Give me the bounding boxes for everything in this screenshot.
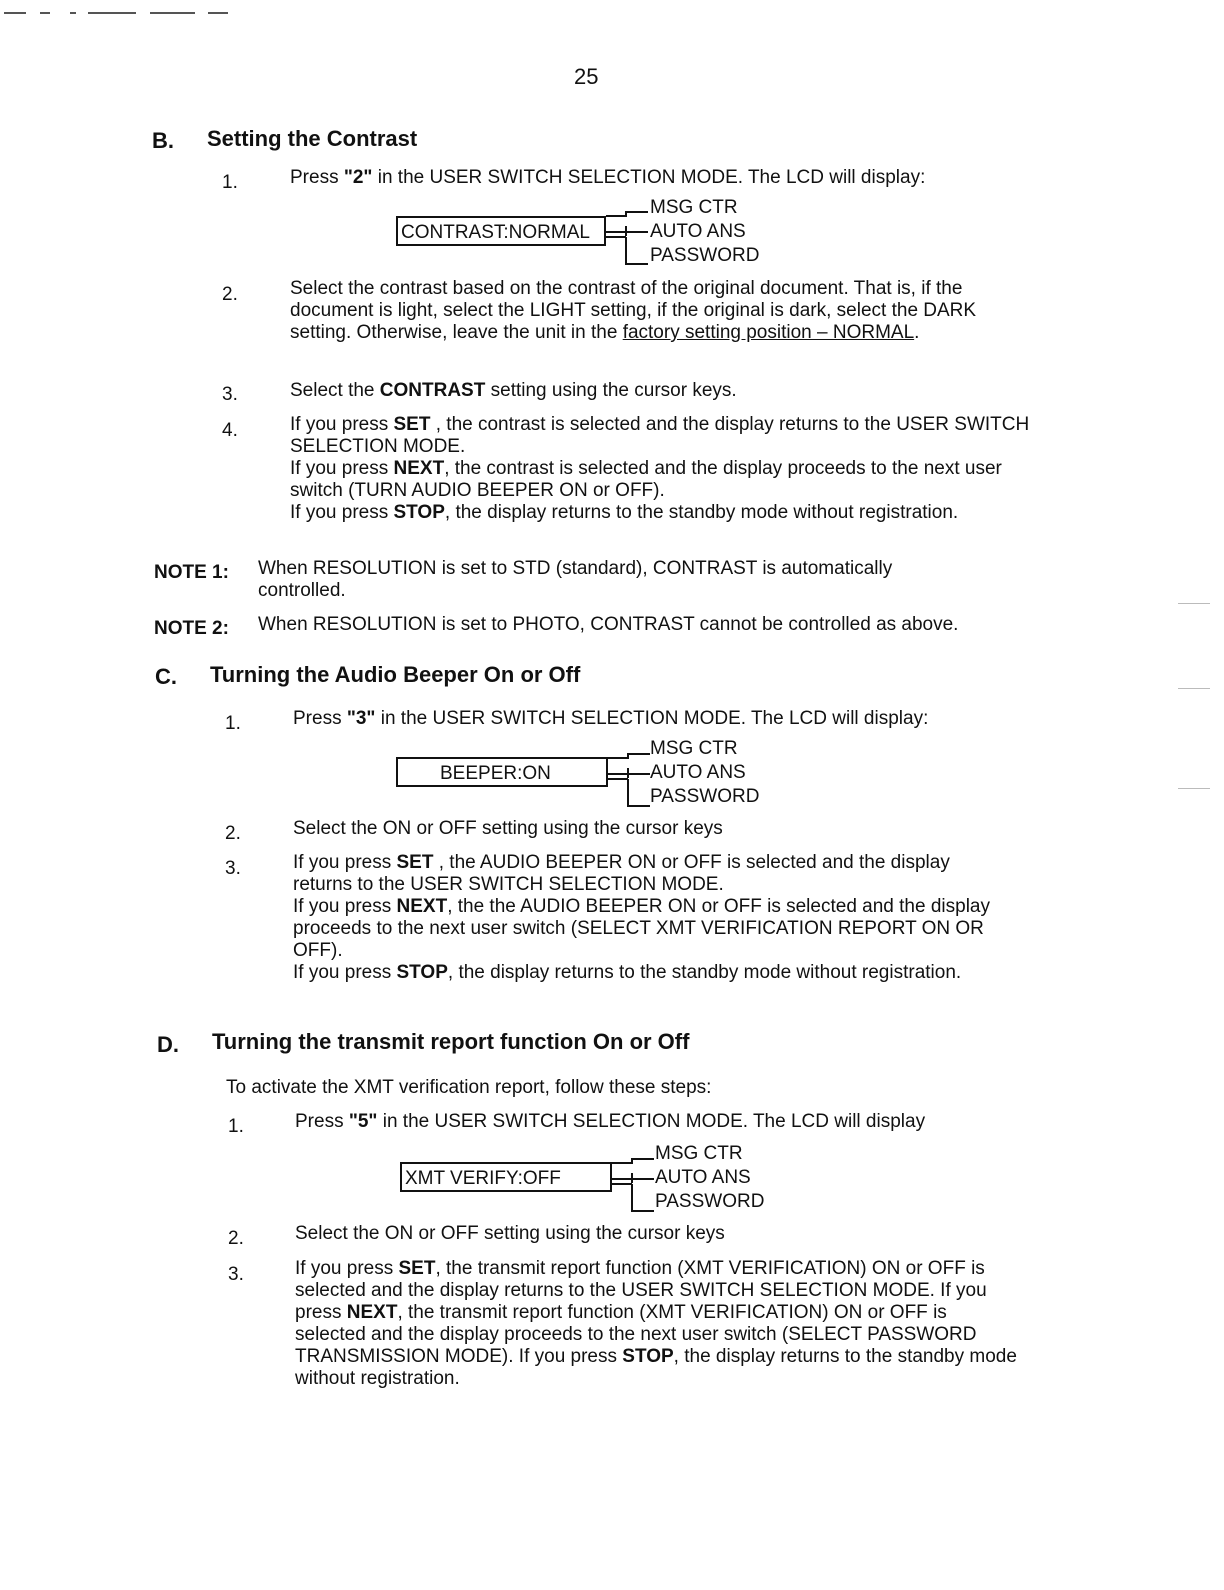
- lcd-option-msg-ctr: MSG CTR: [650, 197, 738, 218]
- section-b-title: Setting the Contrast: [207, 126, 418, 151]
- lcd-option-auto-ans: AUTO ANS: [650, 221, 746, 242]
- scan-artifact: [1178, 688, 1210, 689]
- lcd-option-msg-ctr: MSG CTR: [650, 738, 738, 759]
- section-c-step1: Press "3" in the USER SWITCH SELECTION MODE. The LCD will display:: [293, 708, 929, 729]
- lcd-option-auto-ans: AUTO ANS: [650, 762, 746, 783]
- lcd-bracket: [604, 204, 650, 268]
- lcd-option-password: PASSWORD: [650, 245, 760, 266]
- step-number: 2.: [222, 284, 238, 305]
- section-b-step2: Select the contrast based on the contrast of the original document. That is, if the document is light, select the LIGHT setting, if the original is dark, select the DARK setting. Otherwise, leave the unit in the factory setting position – NORMAL.: [290, 278, 977, 343]
- step-number: 2.: [225, 823, 241, 844]
- section-c-step2: Select the ON or OFF setting using the cursor keys: [293, 818, 723, 839]
- lcd-option-auto-ans: AUTO ANS: [655, 1167, 751, 1188]
- lcd-options: [650, 196, 759, 268]
- note-1-label: NOTE 1:: [154, 562, 229, 583]
- scan-artifact: [1178, 788, 1210, 789]
- lcd-bracket: [610, 1151, 656, 1215]
- section-b-step4: If you press SET , the contrast is selected and the display returns to the USER SWITCH SELECTION MODE. If you press NEXT, the contrast is selected and the display proceeds to the next user switch (TURN AUDIO BEEPER ON or OFF). If you press STOP, the display returns to the standby mode without registration.: [290, 414, 1030, 523]
- scan-artifact: [40, 12, 50, 14]
- lcd-option-password: PASSWORD: [650, 786, 760, 807]
- section-c-letter: C.: [155, 664, 177, 689]
- scan-artifact: [1178, 603, 1210, 604]
- scan-artifact: [88, 12, 136, 14]
- scan-artifact: [4, 12, 26, 14]
- lcd-option-msg-ctr: MSG CTR: [655, 1143, 743, 1164]
- section-d-letter: D.: [157, 1032, 179, 1057]
- step-number: 3.: [228, 1264, 244, 1285]
- step-number: 1.: [225, 713, 241, 734]
- step-number: 2.: [228, 1228, 244, 1249]
- scan-artifact: [70, 12, 76, 14]
- section-c-title: Turning the Audio Beeper On or Off: [210, 662, 581, 687]
- lcd-screen: XMT VERIFY:OFF: [400, 1162, 612, 1192]
- step-number: 3.: [222, 384, 238, 405]
- page-number: 25: [574, 64, 599, 89]
- step-number: 1.: [228, 1116, 244, 1137]
- note-1-text: When RESOLUTION is set to STD (standard), CONTRAST is automatically controlled.: [258, 558, 893, 601]
- scan-artifact: [208, 12, 228, 14]
- lcd-option-password: PASSWORD: [655, 1191, 765, 1212]
- note-2-text: When RESOLUTION is set to PHOTO, CONTRAST cannot be controlled as above.: [258, 614, 959, 635]
- section-d-step2: Select the ON or OFF setting using the cursor keys: [295, 1223, 725, 1244]
- section-b-step3: Select the CONTRAST setting using the cursor keys.: [290, 380, 737, 401]
- section-d-title: Turning the transmit report function On or Off: [212, 1029, 690, 1054]
- scan-artifact: [150, 12, 195, 14]
- lcd-bracket: [606, 746, 652, 810]
- step-number: 1.: [222, 172, 238, 193]
- lcd-screen: CONTRAST:NORMAL: [396, 216, 606, 246]
- step-number: 3.: [225, 858, 241, 879]
- section-b-letter: B.: [152, 128, 174, 153]
- section-d-step3: If you press SET, the transmit report function (XMT VERIFICATION) ON or OFF is selected and the display returns to the USER SWITCH SELECTION MODE. If you press NEXT, the transmit report function (XMT VERIFICATION) ON or OFF is selected and the display proceeds to the next user switch (SELECT PASSWORD TRANSMISSION MODE). If you press STOP, the display returns to the standby mode without registration.: [295, 1258, 1017, 1389]
- section-c-step3: If you press SET , the AUDIO BEEPER ON or OFF is selected and the display returns to the USER SWITCH SELECTION MODE. If you press NEXT, the the AUDIO BEEPER ON or OFF is selected and the display proceeds to the next user switch (SELECT XMT VERIFICATION REPORT ON OR OFF). If you press STOP, the display returns to the standby mode without registration.: [293, 852, 990, 983]
- section-b-step1: Press "2" in the USER SWITCH SELECTION MODE. The LCD will display:: [290, 167, 926, 188]
- section-d-intro: To activate the XMT verification report, follow these steps:: [226, 1077, 712, 1098]
- lcd-options: [650, 737, 759, 809]
- lcd-options: [655, 1142, 764, 1214]
- note-2-label: NOTE 2:: [154, 618, 229, 639]
- section-d-step1: Press "5" in the USER SWITCH SELECTION MODE. The LCD will display: [295, 1111, 926, 1132]
- step-number: 4.: [222, 420, 238, 441]
- lcd-screen: BEEPER:ON: [396, 757, 608, 787]
